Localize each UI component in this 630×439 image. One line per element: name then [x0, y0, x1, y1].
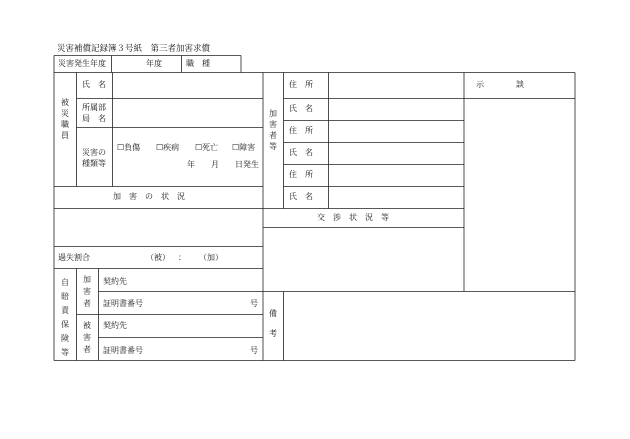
assailant-cert-suffix: 号 — [250, 299, 258, 308]
negotiation-label: 交 渉 状 況 等 — [317, 213, 389, 222]
option-death-label: 死亡 — [202, 143, 219, 152]
insurance-side-label: 自賠責保険等 — [61, 278, 69, 357]
assailant-name-1: 氏 名 — [289, 104, 313, 113]
type-label-2: 種類等 — [82, 159, 106, 168]
settlement-label: 示 談 — [476, 80, 524, 89]
fault-victim: （被） — [146, 253, 170, 262]
assailant-side-label: 加害者等 — [269, 109, 277, 151]
assailant-name-3: 氏 名 — [289, 192, 313, 201]
option-illness[interactable] — [156, 143, 179, 153]
fault-label: 過失割合 — [58, 253, 90, 262]
option-injury-label: 負傷 — [124, 143, 141, 152]
remarks-label: 備考 — [269, 309, 277, 338]
option-illness-label: 疾病 — [163, 143, 180, 152]
option-disability-label: 障害 — [239, 143, 256, 152]
occurrence-date: 年 月 日発生 — [187, 160, 259, 169]
option-injury[interactable] — [117, 143, 140, 153]
insurance-assailant-label: 加害者 — [83, 275, 91, 308]
victim-cert-label: 証明書番号 — [103, 346, 143, 355]
assailant-address-3: 住 所 — [289, 170, 313, 179]
assailant-address-2: 住 所 — [289, 126, 313, 135]
victim-contract-label: 契約先 — [103, 321, 127, 330]
fault-assailant: （加） — [199, 253, 223, 262]
year-label: 災害発生年度 — [58, 59, 106, 68]
assailant-address-1: 住 所 — [289, 80, 313, 89]
insurance-victim-label: 被害者 — [83, 321, 91, 354]
checkbox-icon[interactable]: ☐ — [195, 143, 203, 152]
checkbox-icon[interactable]: ☐ — [232, 143, 240, 152]
assailant-cert-label: 証明書番号 — [103, 299, 143, 308]
type-label-1: 災害の — [82, 148, 106, 157]
situation-label: 加 害 の 状 況 — [113, 192, 185, 201]
year-suffix: 年度 — [146, 59, 162, 68]
option-disability[interactable] — [232, 143, 255, 153]
victim-name-label: 氏 名 — [82, 80, 106, 89]
option-death[interactable] — [195, 143, 218, 153]
assailant-name-2: 氏 名 — [289, 148, 313, 157]
checkbox-icon[interactable]: ☐ — [156, 143, 164, 152]
assailant-contract-label: 契約先 — [103, 277, 127, 286]
dept-label-1: 所属部 — [82, 103, 106, 112]
dept-label-2: 局 名 — [82, 114, 106, 123]
victim-side-label: 被災職員 — [61, 98, 69, 140]
victim-cert-suffix: 号 — [250, 346, 258, 355]
form-title: 災害補償記録簿３号紙 第三者加害求償 — [57, 44, 211, 54]
fault-colon: ： — [178, 253, 186, 262]
shokushu-label: 職 種 — [186, 59, 210, 68]
checkbox-icon[interactable]: ☐ — [117, 143, 125, 152]
